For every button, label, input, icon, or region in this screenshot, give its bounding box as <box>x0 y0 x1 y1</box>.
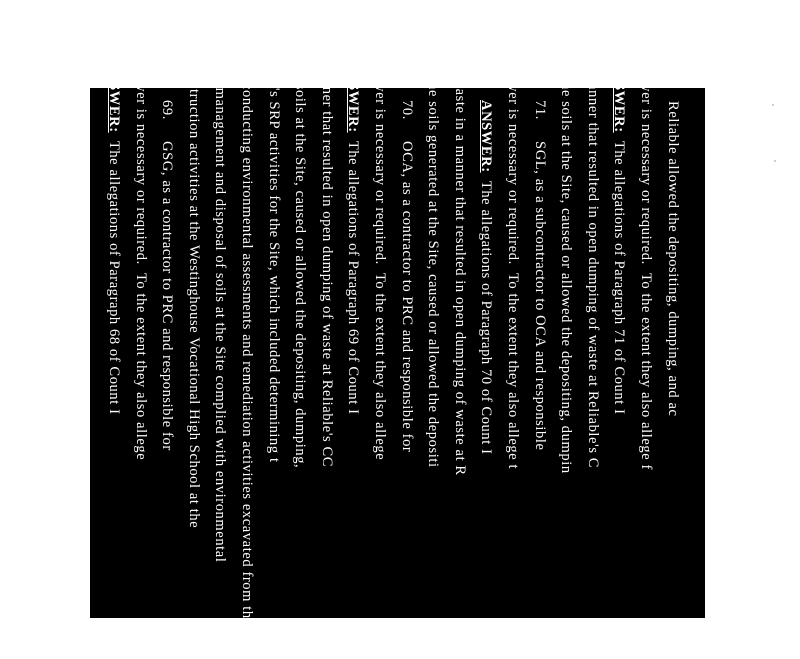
text-line <box>424 60 442 468</box>
text-line <box>477 60 495 455</box>
line-text: answer is necessary or required. To the extent they also allege <box>132 60 149 461</box>
text-line <box>557 60 575 474</box>
line-text: soil management and disposal of soils at the Site complied with environmental <box>212 60 229 563</box>
text-line <box>371 60 389 460</box>
text-line <box>610 60 628 415</box>
line-text: Reliable allowed the depositing, dumping, and ac <box>664 79 681 417</box>
line-text: 72. <box>664 60 681 80</box>
text-line <box>105 60 123 415</box>
text-line <box>318 60 336 467</box>
answer-heading: ANSWER: <box>611 60 628 133</box>
line-text: answer is necessary or required. To the extent they also allege t <box>505 60 521 470</box>
line-text: The allegations of Paragraph 71 of Count I <box>611 132 628 415</box>
scan-speck <box>772 104 774 106</box>
line-text: answer is necessary or required. To the extent they also allege <box>372 60 388 461</box>
line-text: OCA, as a contractor to PRC and responsible for <box>398 119 415 453</box>
text-line <box>584 60 602 468</box>
line-text: 70. <box>398 100 415 120</box>
answer-heading: ANSWER: <box>478 100 495 173</box>
scan-speck <box>774 160 776 162</box>
line-text: GSG, as a contractor to PRC and responsible for <box>159 119 176 451</box>
text-line <box>132 60 150 460</box>
text-line <box>398 60 416 452</box>
line-text: of the soils generated at the Site, caused or allowed the depositi <box>425 60 442 468</box>
line-text: of waste in a manner that resulted in open dumping of waste at R <box>451 60 468 476</box>
text-line <box>531 60 549 451</box>
text-line <box>291 60 309 468</box>
text-line <box>637 60 655 470</box>
text-line <box>344 60 362 415</box>
line-text: a manner that resulted in open dumping of waste at Reliable's C <box>584 60 601 469</box>
text-line <box>451 60 469 476</box>
line-text: 69. <box>159 100 176 120</box>
line-text: the soils at the Site, caused or allowed the depositing, dumping, <box>292 60 309 469</box>
line-text: The allegations of Paragraph 70 of Count I <box>478 172 495 455</box>
text-line <box>664 60 682 417</box>
line-text: The allegations of Paragraph 68 of Count I <box>106 132 122 415</box>
answer-heading: ANSWER: <box>106 60 122 133</box>
line-text: The allegations of Paragraph 69 of Count I <box>345 132 362 415</box>
line-text: EPA's SRP activities for the Site, which included determining t <box>265 60 282 463</box>
text-line <box>185 60 203 528</box>
line-text: answer is necessary or required. To the extent they also allege f <box>638 60 654 470</box>
line-text: SGL, as a subcontractor to OCA and responsible <box>531 119 548 451</box>
line-text: manner that resulted in open dumping of waste at Reliable's CC <box>318 60 335 468</box>
text-line <box>158 60 176 451</box>
text-line <box>238 60 256 659</box>
page-text <box>90 60 705 659</box>
line-text: of the soils at the Site, caused or allowed the depositing, dumpin <box>558 60 575 474</box>
line-text: for conducting environmental assessments and remediation activities excavated from the Site. <box>239 60 255 659</box>
line-text: 71. <box>531 100 548 120</box>
line-text: construction activities at the Westinghouse Vocational High School at the <box>185 60 202 529</box>
text-line <box>504 60 522 469</box>
scanned-page <box>90 60 705 659</box>
text-line <box>265 60 283 463</box>
text-line <box>211 60 229 562</box>
answer-heading: ANSWER: <box>345 60 362 133</box>
